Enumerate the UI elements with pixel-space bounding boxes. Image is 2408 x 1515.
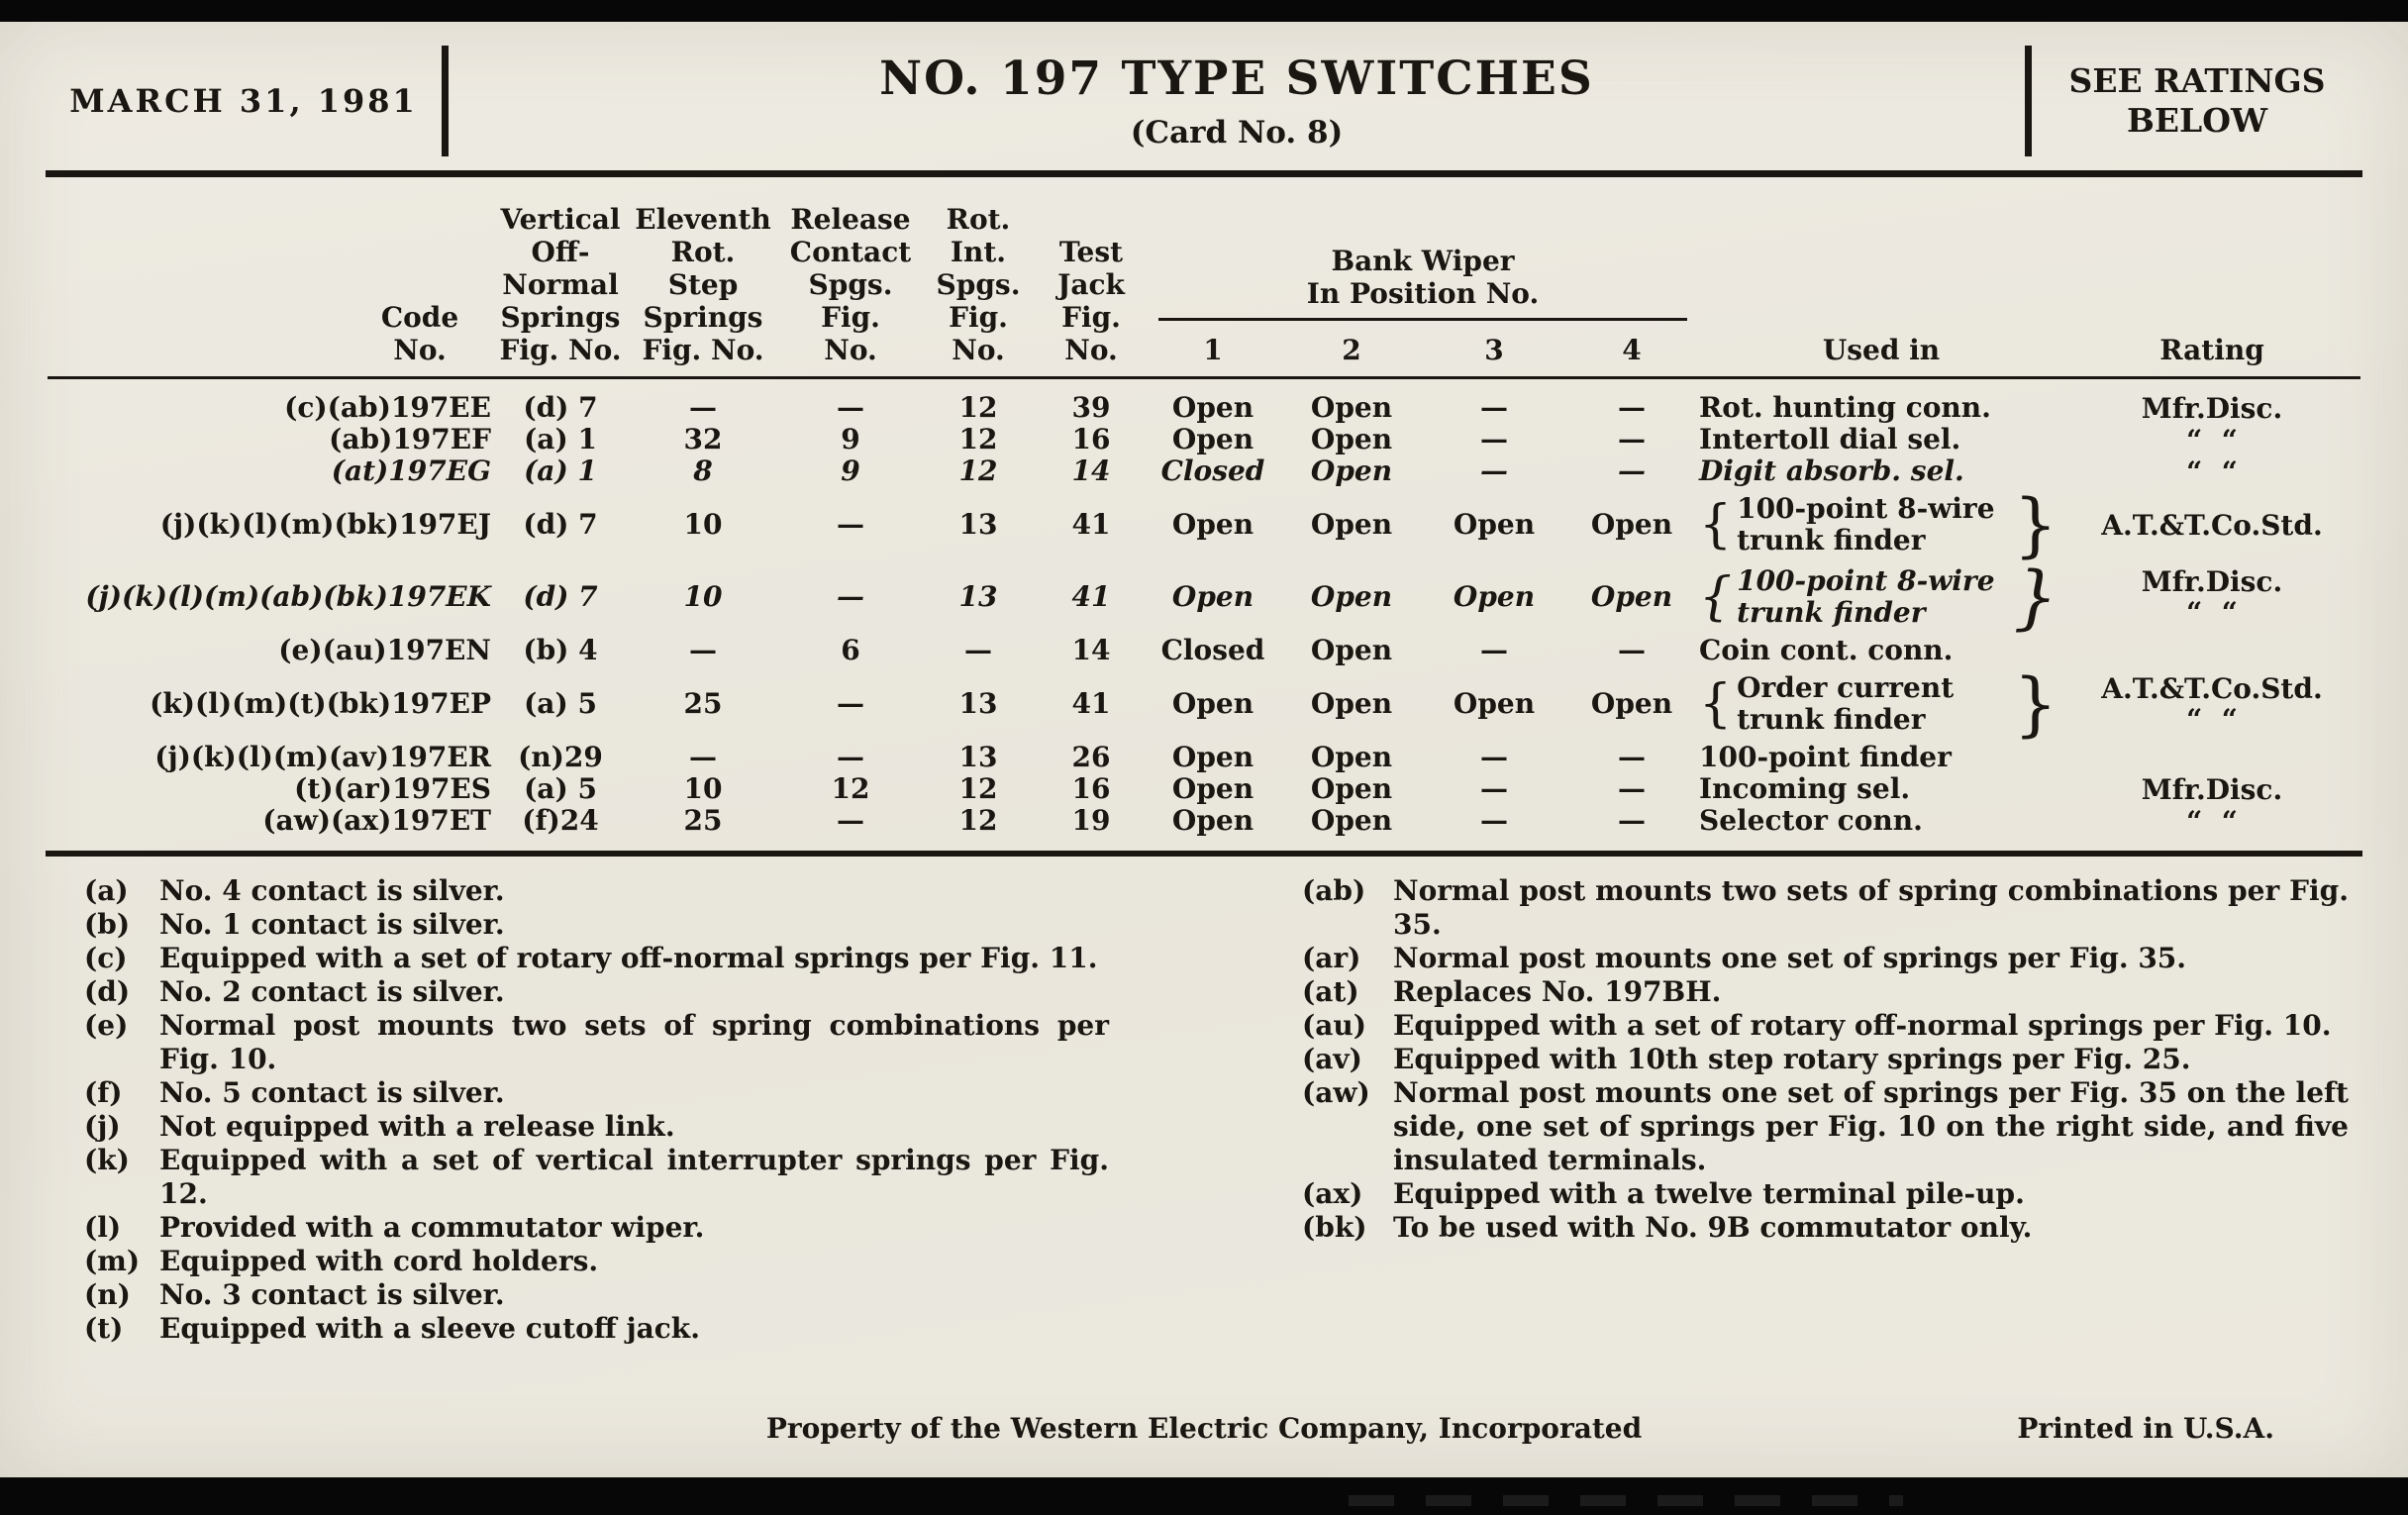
table-row <box>48 484 2360 565</box>
property-notice: Property of the Western Electric Company, Incorporated <box>765 1412 1643 1445</box>
cell-position-3: — <box>1480 634 1508 666</box>
rating-line: “ “ <box>2186 703 2238 736</box>
cell-position-2: Open <box>1310 687 1393 720</box>
cell-code-no: (j)(k)(l)(m)(bk)197EJ <box>159 508 491 541</box>
cell-position-2: Open <box>1310 423 1393 455</box>
header-line: Fig. No. <box>499 334 622 366</box>
cell-test-jack: 41 <box>1071 687 1111 720</box>
cell-position-1: Closed <box>1160 454 1265 487</box>
table-row <box>48 455 2360 487</box>
page-subtitle: (Card No. 8) <box>1130 115 1344 151</box>
footnote <box>1302 874 2349 942</box>
cell-rot-int: 12 <box>958 772 998 805</box>
header-line: 2 <box>1342 334 1361 366</box>
header-line: Test <box>1058 236 1124 268</box>
cell-test-jack: 14 <box>1071 454 1111 487</box>
rating-line: “ “ <box>2186 596 2238 629</box>
cell-position-3: — <box>1480 391 1508 424</box>
footnote <box>1302 1043 2349 1076</box>
rating-line: “ “ <box>2186 454 2238 488</box>
cell-position-2: Open <box>1310 508 1393 541</box>
table-body <box>48 379 2360 846</box>
page-title: NO. 197 TYPE SWITCHES <box>879 51 1594 106</box>
header-line: Release <box>790 203 911 236</box>
cell-position-4: Open <box>1590 687 1673 720</box>
footnote <box>84 1144 1109 1211</box>
header-line: No. <box>393 334 447 366</box>
footnote-label: (a) <box>84 874 129 907</box>
cell-vertical-off-normal: (a) 5 <box>524 687 597 720</box>
cell-code-no: (c)(ab)197EE <box>284 391 491 424</box>
footnote-label: (at) <box>1302 975 1359 1008</box>
cell-rot-int: — <box>964 634 992 666</box>
rating-line: “ “ <box>2186 423 2238 456</box>
header-line: No. <box>824 334 877 366</box>
open-brace: { <box>1699 495 1733 555</box>
cell-used-in: Selector conn. <box>1699 804 1923 837</box>
header-line: Code <box>380 301 459 334</box>
bank-wiper-title <box>1147 245 1699 310</box>
cell-used-in: Coin cont. conn. <box>1699 634 1954 666</box>
footnote-label: (m) <box>84 1245 141 1277</box>
footnote <box>84 1110 1109 1144</box>
header-line: Fig. <box>821 301 880 334</box>
cell-position-3: Open <box>1453 508 1536 541</box>
footnote <box>1302 1177 2349 1211</box>
footnote-text: Equipped with a sleeve cutoff jack. <box>159 1312 700 1345</box>
rating-line: “ “ <box>2186 804 2238 838</box>
document-page <box>0 22 2408 1477</box>
header-line: 1 <box>1203 334 1223 366</box>
cell-test-jack: 39 <box>1071 391 1111 424</box>
footnote <box>84 874 1109 908</box>
column-header-rot-int-springs <box>921 203 1036 366</box>
header-line: Rot. <box>670 236 736 268</box>
footnote-label: (ax) <box>1302 1177 1363 1210</box>
footnote-label: (t) <box>84 1312 124 1345</box>
footnote-label: (n) <box>84 1278 131 1311</box>
cell-test-jack: 16 <box>1071 423 1111 455</box>
header-line: Springs <box>643 301 763 334</box>
footnote-text: No. 1 contact is silver. <box>159 908 505 941</box>
rating-line: A.T.&T.Co.Std. <box>2101 508 2323 542</box>
cell-test-jack: 19 <box>1071 804 1111 837</box>
cell-position-1: Closed <box>1160 634 1265 666</box>
footnote-text: Equipped with a set of rotary off-normal springs per Fig. 11. <box>159 942 1098 974</box>
column-header-eleventh-rot-step-springs <box>626 203 780 366</box>
cell-position-4: — <box>1618 634 1646 666</box>
table-row <box>48 424 2360 455</box>
used-in-line: 100-point 8-wire <box>1737 492 1995 525</box>
cell-position-2: Open <box>1310 772 1393 805</box>
close-brace: } <box>2013 484 2057 565</box>
header-line: Normal <box>502 268 619 301</box>
cell-rot-int: 12 <box>958 454 998 487</box>
footnote-label: (av) <box>1302 1043 1362 1075</box>
footnote-label: (bk) <box>1302 1211 1367 1244</box>
table-row <box>48 392 2360 424</box>
header-rule <box>46 170 2362 177</box>
cell-test-jack: 41 <box>1071 580 1111 613</box>
cell-rating <box>2063 566 2360 628</box>
used-in-line: Order current <box>1737 671 1955 704</box>
header-line: Jack <box>1057 268 1125 301</box>
ratings-note-line-2: BELOW <box>2126 101 2268 140</box>
footnote <box>1302 1076 2349 1177</box>
footnote-text: No. 5 contact is silver. <box>159 1076 505 1109</box>
cell-release-contact: — <box>837 391 864 424</box>
ratings-note <box>2032 44 2362 158</box>
footnote <box>1302 1211 2349 1245</box>
footnote-label: (aw) <box>1302 1076 1370 1109</box>
footnote-label: (ab) <box>1302 874 1366 907</box>
header-line: Spgs. <box>936 268 1021 301</box>
cell-used-in: Incoming sel. <box>1699 772 1911 805</box>
cell-position-1: Open <box>1171 804 1254 837</box>
used-in-line: 100-point 8-wire <box>1737 564 1995 597</box>
column-header-test-jack <box>1036 236 1147 366</box>
header-line: Fig. <box>949 301 1008 334</box>
cell-rating <box>2063 510 2360 541</box>
footnote <box>84 942 1109 975</box>
cell-rating <box>2063 774 2360 805</box>
cell-rating <box>2063 393 2360 424</box>
cell-eleventh-rot-step: 10 <box>683 580 723 613</box>
cell-release-contact: 9 <box>841 454 860 487</box>
switches-table <box>48 177 2360 846</box>
cell-position-2: Open <box>1310 741 1393 773</box>
footnote <box>84 1211 1109 1245</box>
used-in-text <box>1737 565 1994 629</box>
cell-rot-int: 13 <box>958 741 998 773</box>
footnote <box>84 1009 1109 1076</box>
used-in-line: trunk finder <box>1737 524 1926 556</box>
used-in-text <box>1737 493 1994 556</box>
footnote-text: To be used with No. 9B commutator only. <box>1393 1211 2033 1244</box>
cell-eleventh-rot-step: 25 <box>683 804 723 837</box>
cell-position-2: Open <box>1310 391 1393 424</box>
cell-position-4: Open <box>1590 580 1673 613</box>
cell-position-2: Open <box>1310 580 1393 613</box>
cell-position-4: — <box>1618 741 1646 773</box>
cell-code-no: (at)197EG <box>331 454 491 487</box>
cell-code-no: (j)(k)(l)(m)(ab)(bk)197EK <box>85 580 491 613</box>
used-in-line: trunk finder <box>1737 703 1926 736</box>
cell-test-jack: 41 <box>1071 508 1111 541</box>
cell-test-jack: 26 <box>1071 741 1111 773</box>
footnote <box>84 975 1109 1009</box>
cell-position-3: — <box>1480 804 1508 837</box>
cell-position-4: — <box>1618 423 1646 455</box>
cell-position-4: Open <box>1590 508 1673 541</box>
footnote-label: (ar) <box>1302 942 1361 974</box>
cell-rot-int: 13 <box>958 508 998 541</box>
header-divider-right <box>2025 46 2032 156</box>
header-line: Springs <box>500 301 621 334</box>
cell-vertical-off-normal: (d) 7 <box>523 580 598 613</box>
cell-code-no: (t)(ar)197ES <box>294 772 491 805</box>
cell-used-in: Rot. hunting conn. <box>1699 391 1991 424</box>
header-line: Vertical <box>500 203 621 236</box>
cell-position-2: Open <box>1310 804 1393 837</box>
title-block <box>449 44 2025 158</box>
header-line: 3 <box>1484 334 1504 366</box>
header-line: Spgs. <box>808 268 893 301</box>
close-brace: } <box>2013 556 2057 638</box>
header <box>46 44 2362 158</box>
cell-position-4: — <box>1618 804 1646 837</box>
cell-rot-int: 12 <box>958 423 998 455</box>
cell-eleventh-rot-step: 10 <box>683 772 723 805</box>
cell-test-jack: 14 <box>1071 634 1111 666</box>
footnote-text: No. 2 contact is silver. <box>159 975 505 1008</box>
cell-position-2: Open <box>1310 454 1393 487</box>
footnote-label: (j) <box>84 1110 121 1143</box>
cell-used-in <box>1699 663 2063 745</box>
footnote <box>84 1312 1109 1346</box>
footnote-text: Replaces No. 197BH. <box>1393 975 1722 1008</box>
cell-eleventh-rot-step: 25 <box>683 687 723 720</box>
cell-vertical-off-normal: (f)24 <box>522 804 599 837</box>
cell-vertical-off-normal: (d) 7 <box>523 508 598 541</box>
open-brace: { <box>1699 674 1733 734</box>
cell-code-no: (j)(k)(l)(m)(av)197ER <box>154 741 491 773</box>
cell-position-1: Open <box>1171 772 1254 805</box>
open-brace: { <box>1699 567 1733 627</box>
header-line: Fig. <box>1061 301 1121 334</box>
scan-artifact <box>1349 1495 1903 1506</box>
cell-eleventh-rot-step: — <box>689 634 717 666</box>
footnote <box>84 1076 1109 1110</box>
cell-position-4: — <box>1618 454 1646 487</box>
header-line: Step <box>667 268 739 301</box>
footnote-text: Provided with a commutator wiper. <box>159 1211 705 1244</box>
cell-rot-int: 13 <box>958 580 998 613</box>
footnote-text: Normal post mounts one set of springs per Fig. 35. <box>1393 942 2187 974</box>
cell-rot-int: 12 <box>958 391 998 424</box>
table-row <box>48 556 2360 638</box>
cell-release-contact: — <box>837 741 864 773</box>
column-header-used-in: Used in <box>1822 334 1941 366</box>
cell-release-contact: 6 <box>841 634 860 666</box>
cell-position-3: Open <box>1453 687 1536 720</box>
bank-wiper-position-numbers <box>1147 321 1699 366</box>
footnote <box>1302 942 2349 975</box>
footnote-text: Equipped with 10th step rotary springs per Fig. 25. <box>1393 1043 2191 1075</box>
cell-position-4: — <box>1618 391 1646 424</box>
header-line: Bank Wiper <box>1331 245 1515 277</box>
footnote-text: Equipped with a set of rotary off-normal springs per Fig. 10. <box>1393 1009 2332 1042</box>
footnote-label: (l) <box>84 1211 122 1244</box>
cell-used-in <box>1699 484 2063 565</box>
cell-code-no: (aw)(ax)197ET <box>262 804 491 837</box>
column-header-bank-wiper-group <box>1147 245 1699 366</box>
cell-position-1: Open <box>1171 423 1254 455</box>
header-divider-left <box>442 46 449 156</box>
header-line: Off- <box>531 236 590 268</box>
cell-vertical-off-normal: (b) 4 <box>523 634 598 666</box>
cell-release-contact: — <box>837 804 864 837</box>
used-in-line: trunk finder <box>1737 596 1926 629</box>
cell-position-1: Open <box>1171 687 1254 720</box>
cell-rot-int: 12 <box>958 804 998 837</box>
cell-code-no: (k)(l)(m)(t)(bk)197EP <box>150 687 491 720</box>
footnotes-section <box>84 874 2349 1346</box>
cell-test-jack: 16 <box>1071 772 1111 805</box>
cell-code-no: (e)(au)197EN <box>278 634 491 666</box>
header-line: Fig. No. <box>642 334 764 366</box>
footnote-label: (au) <box>1302 1009 1366 1042</box>
footnote-text: No. 4 contact is silver. <box>159 874 505 907</box>
table-row <box>48 635 2360 666</box>
footnote-label: (k) <box>84 1144 130 1176</box>
footnote <box>84 1278 1109 1312</box>
cell-vertical-off-normal: (a) 1 <box>524 454 597 487</box>
rating-line: A.T.&T.Co.Std. <box>2101 672 2323 705</box>
footnote <box>1302 1009 2349 1043</box>
header-line: 4 <box>1622 334 1642 366</box>
header-line: Eleventh <box>635 203 771 236</box>
cell-rot-int: 13 <box>958 687 998 720</box>
cell-position-3: — <box>1480 423 1508 455</box>
footer <box>0 1412 2408 1450</box>
cell-position-2: Open <box>1310 634 1393 666</box>
rating-line: Mfr.Disc. <box>2141 772 2283 806</box>
cell-code-no: (ab)197EF <box>329 423 491 455</box>
header-line: No. <box>952 334 1005 366</box>
footnote-label: (d) <box>84 975 131 1008</box>
cell-used-in: Digit absorb. sel. <box>1699 454 1964 487</box>
cell-vertical-off-normal: (n)29 <box>518 741 603 773</box>
column-header-code <box>48 301 495 366</box>
column-header-rating: Rating <box>2159 334 2264 366</box>
cell-vertical-off-normal: (a) 1 <box>524 423 597 455</box>
footnotes-left-column <box>84 874 1109 1346</box>
cell-eleventh-rot-step: — <box>689 741 717 773</box>
header-line: In Position No. <box>1306 277 1540 310</box>
cell-release-contact: 9 <box>841 423 860 455</box>
table-bottom-rule <box>46 851 2362 857</box>
footnote-text: Normal post mounts one set of springs per Fig. 35 on the left side, one set of springs per Fig. 10 on the right side, and five insulated terminals. <box>1393 1076 2349 1176</box>
document-date: MARCH 31, 1981 <box>69 82 418 120</box>
footnote <box>84 908 1109 942</box>
cell-release-contact: 12 <box>831 772 870 805</box>
cell-rating <box>2063 456 2360 487</box>
cell-eleventh-rot-step: 32 <box>683 423 723 455</box>
footnote-text: Normal post mounts two sets of spring combinations per Fig. 35. <box>1393 874 2349 941</box>
cell-eleventh-rot-step: — <box>689 391 717 424</box>
footnote-text: Equipped with a twelve terminal pile-up. <box>1393 1177 2025 1210</box>
header-line: Contact <box>789 236 912 268</box>
cell-rating <box>2063 806 2360 837</box>
footnote-label: (c) <box>84 942 128 974</box>
cell-position-4: — <box>1618 772 1646 805</box>
cell-used-in: Intertoll dial sel. <box>1699 423 1961 455</box>
footnote <box>84 1245 1109 1278</box>
footnote-text: Normal post mounts two sets of spring combinations per Fig. 10. <box>159 1009 1109 1075</box>
table-row <box>48 773 2360 805</box>
footnote-label: (f) <box>84 1076 123 1109</box>
printed-in-usa: Printed in U.S.A. <box>2017 1412 2274 1445</box>
cell-eleventh-rot-step: 8 <box>693 454 713 487</box>
cell-release-contact: — <box>837 508 864 541</box>
cell-release-contact: — <box>837 580 864 613</box>
footnote-label: (e) <box>84 1009 129 1042</box>
cell-position-3: Open <box>1453 580 1536 613</box>
footnote-text: Equipped with a set of vertical interrupter springs per Fig. 12. <box>159 1144 1109 1210</box>
header-line: No. <box>1064 334 1118 366</box>
footnotes-right-column <box>1302 874 2349 1346</box>
cell-position-3: — <box>1480 454 1508 487</box>
used-in-text <box>1737 672 1954 736</box>
table-row <box>48 663 2360 745</box>
header-line: Int. <box>950 236 1007 268</box>
cell-position-1: Open <box>1171 580 1254 613</box>
rating-line: Mfr.Disc. <box>2141 391 2283 425</box>
header-line: Rot. <box>946 203 1011 236</box>
cell-position-1: Open <box>1171 508 1254 541</box>
cell-release-contact: — <box>837 687 864 720</box>
footnote-text: No. 3 contact is silver. <box>159 1278 505 1311</box>
cell-position-1: Open <box>1171 391 1254 424</box>
column-header-vertical-off-normal-springs <box>495 203 626 366</box>
footnote-label: (b) <box>84 908 131 941</box>
footnote-text: Not equipped with a release link. <box>159 1110 675 1143</box>
cell-position-1: Open <box>1171 741 1254 773</box>
column-header-release-contact-springs <box>780 203 921 366</box>
table-row <box>48 742 2360 773</box>
cell-rating <box>2063 425 2360 455</box>
cell-vertical-off-normal: (d) 7 <box>523 391 598 424</box>
ratings-note-line-1: SEE RATINGS <box>2068 61 2326 100</box>
cell-used-in: 100-point finder <box>1699 741 1952 773</box>
cell-eleventh-rot-step: 10 <box>683 508 723 541</box>
footnote <box>1302 975 2349 1009</box>
table-row <box>48 805 2360 837</box>
cell-position-3: — <box>1480 741 1508 773</box>
footnote-text: Equipped with cord holders. <box>159 1245 599 1277</box>
cell-rating <box>2063 673 2360 735</box>
table-header-row <box>48 177 2360 366</box>
cell-position-3: — <box>1480 772 1508 805</box>
cell-vertical-off-normal: (a) 5 <box>524 772 597 805</box>
rating-line: Mfr.Disc. <box>2141 565 2283 598</box>
cell-used-in <box>1699 556 2063 638</box>
close-brace: } <box>2013 663 2057 745</box>
